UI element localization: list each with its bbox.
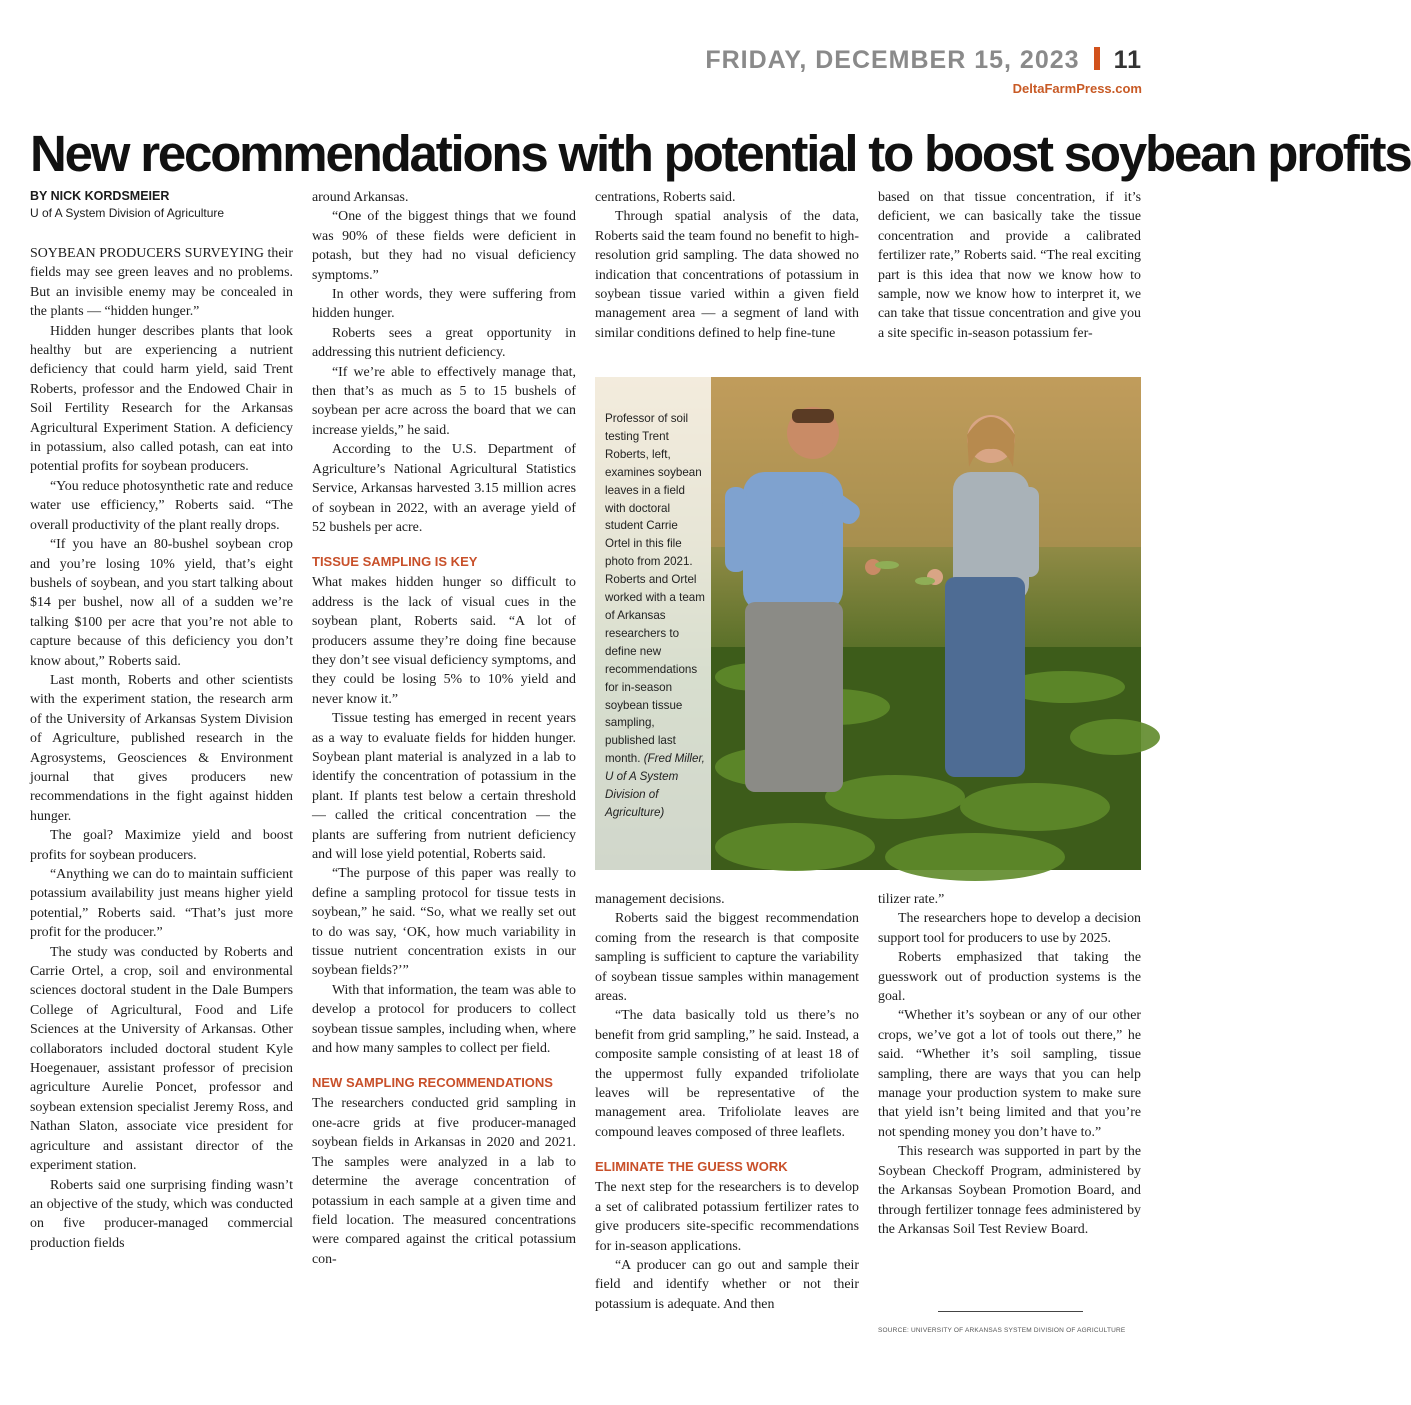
paragraph: “Anything we can do to maintain sufficient potassium availability just means higher yield potential,” Roberts said. “That’s just more profit for the producer.” bbox=[30, 867, 293, 941]
header-separator bbox=[1094, 47, 1100, 70]
photo-caption-panel bbox=[595, 377, 711, 870]
column-4-top bbox=[878, 188, 1141, 343]
byline-author: BY NICK KORDSMEIER bbox=[30, 189, 170, 203]
subhead-eliminate-guesswork: ELIMINATE THE GUESS WORK bbox=[595, 1159, 788, 1175]
issue-date: FRIDAY, DECEMBER 15, 2023 bbox=[705, 46, 1080, 74]
paragraph: The researchers hope to develop a decision support tool for producers to use by 2025. bbox=[878, 911, 1141, 946]
paragraph: According to the U.S. Department of Agriculture’s National Agricultural Statistics Service, Arkansas harvested 3.15 million acres of soybean in 2022, with an average yield of 52 bushels per acre. bbox=[312, 442, 576, 535]
article-photo bbox=[595, 377, 1141, 870]
paragraph-continuation: based on that tissue concentration, if it’s deficient, we can basically take the tissue concentration and provide a calibrated fertilizer rate,” Roberts said. “The real exciting part is this idea that now we know how to sample, now we know how to interpret it, we can take that tissue concentration and give you a site specific in-season potassium fer- bbox=[878, 190, 1141, 341]
paragraph: “If we’re able to effectively manage that, then that’s as much as 5 to 15 bushels of soybean per acre across the board that we can increase yields,” he said. bbox=[312, 364, 576, 438]
photo-credit: (Fred Miller, U of A System Division of Agriculture) bbox=[605, 752, 705, 819]
page-number: 11 bbox=[1113, 46, 1142, 74]
date-line bbox=[705, 46, 1142, 75]
paragraph: Roberts sees a great opportunity in addressing this nutrient deficiency. bbox=[312, 325, 576, 361]
page-header bbox=[705, 46, 1142, 96]
paragraph: “One of the biggest things that we found was 90% of these fields were deficient in potash, but they had no visual deficiency symptoms.” bbox=[312, 209, 576, 283]
lead-text: their fields may see green leaves and no problems. But an invisible enemy may be concealed in the plants — “hidden hunger.” bbox=[30, 246, 294, 320]
caption-text: Professor of soil testing Trent Roberts, left, examines soybean leaves in a field with doctoral student Carrie Ortel in this file photo from 2021. Roberts and Ortel worked with a team of Arkansas researchers to define new recommendations for in-season soybean tissue sampling, published last month. bbox=[605, 412, 705, 766]
paragraph: “You reduce photosynthetic rate and reduce water use efficiency,” Roberts said. “The overall productivity of the plant really drops. bbox=[30, 478, 293, 533]
paragraph: “The purpose of this paper was really to define a sampling protocol for tissue tests in soybean,” he said. “So, what we really set out to do was say, ‘OK, how much variability in tissue nutrient concentration exists in our soybean fields?’” bbox=[312, 866, 576, 979]
end-rule bbox=[938, 1311, 1083, 1312]
paragraph: What makes hidden hunger so difficult to address is the lack of visual cues in the soybean plant, Roberts said. “A lot of producers assume they’re doing fine because they don’t see visual deficiency symptoms, and they could be losing 5% to 10% yield and never know it.” bbox=[312, 575, 576, 707]
headline: New recommendations with potential to boost soybean profits bbox=[30, 125, 1411, 182]
column-1 bbox=[30, 188, 293, 1253]
source-note: SOURCE: UNIVERSITY OF ARKANSAS SYSTEM DIVISION OF AGRICULTURE bbox=[878, 1327, 1126, 1334]
paragraph-continuation: management decisions. bbox=[595, 892, 725, 907]
photo-caption bbox=[605, 410, 705, 822]
column-3-bottom bbox=[595, 890, 859, 1314]
column-4-bottom bbox=[878, 890, 1141, 1239]
paragraph: “The data basically told us there’s no benefit from grid sampling,” he said. Instead, a composite sample consisting of at least 18 of the uppermost fully expanded trifoliolate leaves will be representative of the management area. Trifoliolate leaves are compound leaves composed of three leaflets. bbox=[595, 1008, 859, 1140]
site-url[interactable]: DeltaFarmPress.com bbox=[1012, 81, 1142, 96]
paragraph: This research was supported in part by the Soybean Checkoff Program, administered by the Arkansas Soybean Promotion Board, and through fertilizer tonnage fees administered by the Arkansas Soil Test Review Board. bbox=[878, 1144, 1141, 1237]
paragraph: “Whether it’s soybean or any of our other crops, we’ve got a lot of tools out there,” he said. “Whether it’s soil sampling, tissue sampling, there are ways that you can help manage your production system to make sure that yield isn’t being limited and that you’re not spending money you don’t have to.” bbox=[878, 1008, 1141, 1140]
paragraph-continuation: centrations, Roberts said. bbox=[595, 190, 736, 205]
paragraph: Hidden hunger describes plants that look healthy but are experiencing a nutrient deficiency that could harm yield, said Trent Roberts, professor and the Endowed Chair in Soil Fertility Research for the Arkansas Agricultural Experiment Station. A deficiency in potassium, also called potash, can eat into potential profits for soybean producers. bbox=[30, 323, 293, 475]
paragraph: Tissue testing has emerged in recent years as a way to evaluate fields for hidden hunger. Soybean plant material is analyzed in a lab to identify the concentration of potassium in the plant. If plants test below a certain threshold — called the critical concentration — the plants are suffering from nutrient deficiency and will lose yield potential, Roberts said. bbox=[312, 711, 576, 862]
paragraph: Roberts emphasized that taking the guesswork out of production systems is the goal. bbox=[878, 950, 1141, 1005]
paragraph: Through spatial analysis of the data, Roberts said the team found no benefit to high-resolution grid sampling. The data showed no indication that concentrations of potassium in soybean tissue varied within a given field management area — a segment of land with similar conditions defined to help fine-tune bbox=[595, 209, 859, 341]
paragraph: In other words, they were suffering from hidden hunger. bbox=[312, 287, 576, 322]
paragraph: With that information, the team was able to develop a protocol for producers to collect soybean tissue samples, including when, where and how many samples to collect per field. bbox=[312, 982, 576, 1057]
byline-affiliation: U of A System Division of Agriculture bbox=[30, 206, 225, 220]
subhead-tissue-sampling: TISSUE SAMPLING IS KEY bbox=[312, 554, 478, 570]
paragraph: Roberts said one surprising finding wasn’t an objective of the study, which was conducted on five producer-managed commercial production fields bbox=[30, 1177, 293, 1251]
lead-caps: SOYBEAN PRODUCERS SURVEYING bbox=[30, 246, 264, 261]
subhead-new-sampling: NEW SAMPLING RECOMMENDATIONS bbox=[312, 1075, 553, 1091]
paragraph: Last month, Roberts and other scientists with the experiment station, the research arm of the University of Arkansas System Division of Agriculture, published research in the Agrosystems, Geosciences & Environment journal that gives producers new recommendations in the fight against hidden hunger. bbox=[30, 672, 293, 824]
paragraph: The researchers conducted grid sampling in one-acre grids at five producer-managed soybean fields in Arkansas in 2020 and 2021. The samples were analyzed in a lab to determine the average concentration of potassium in each sample at a given time and field location. The measured concentrations were compared against the critical potassium con- bbox=[312, 1096, 576, 1267]
paragraph: “If you have an 80-bushel soybean crop and you’re losing 10% yield, that’s eight bushels of soybean, and you start talking about $14 per bushel, now all of a sudden we’re talking $100 per acre that you’re not able to capture because of this deficiency you don’t know about,” Roberts said. bbox=[30, 537, 293, 669]
paragraph: “A producer can go out and sample their field and identify whether or not their potassium is adequate. And then bbox=[595, 1257, 859, 1312]
column-2 bbox=[312, 188, 576, 1269]
paragraph: The study was conducted by Roberts and Carrie Ortel, a crop, soil and environmental sciences doctoral student in the Dale Bumpers College of Agricultural, Food and Life Sciences at the University of Arkansas. Other collaborators included doctoral student Kyle Hoegenauer, assistant professor of precision agriculture Aurelie Poncet, professor and soybean extension specialist Jeremy Ross, and Nathan Slaton, associate vice president for agriculture and assistant director of the experiment station. bbox=[30, 944, 293, 1174]
lead-paragraph bbox=[30, 244, 293, 322]
paragraph-continuation: tilizer rate.” bbox=[878, 892, 945, 907]
paragraph: The goal? Maximize yield and boost profits for soybean producers. bbox=[30, 828, 293, 863]
paragraph-continuation: around Arkansas. bbox=[312, 190, 409, 205]
column-3-top bbox=[595, 188, 859, 343]
paragraph: Roberts said the biggest recommendation coming from the research is that composite sampling is sufficient to capture the variability of soybean tissue samples within management areas. bbox=[595, 911, 859, 1005]
paragraph: The next step for the researchers is to develop a set of calibrated potassium fertilizer rates to give producers site-specific recommendations for in-season applications. bbox=[595, 1180, 859, 1254]
